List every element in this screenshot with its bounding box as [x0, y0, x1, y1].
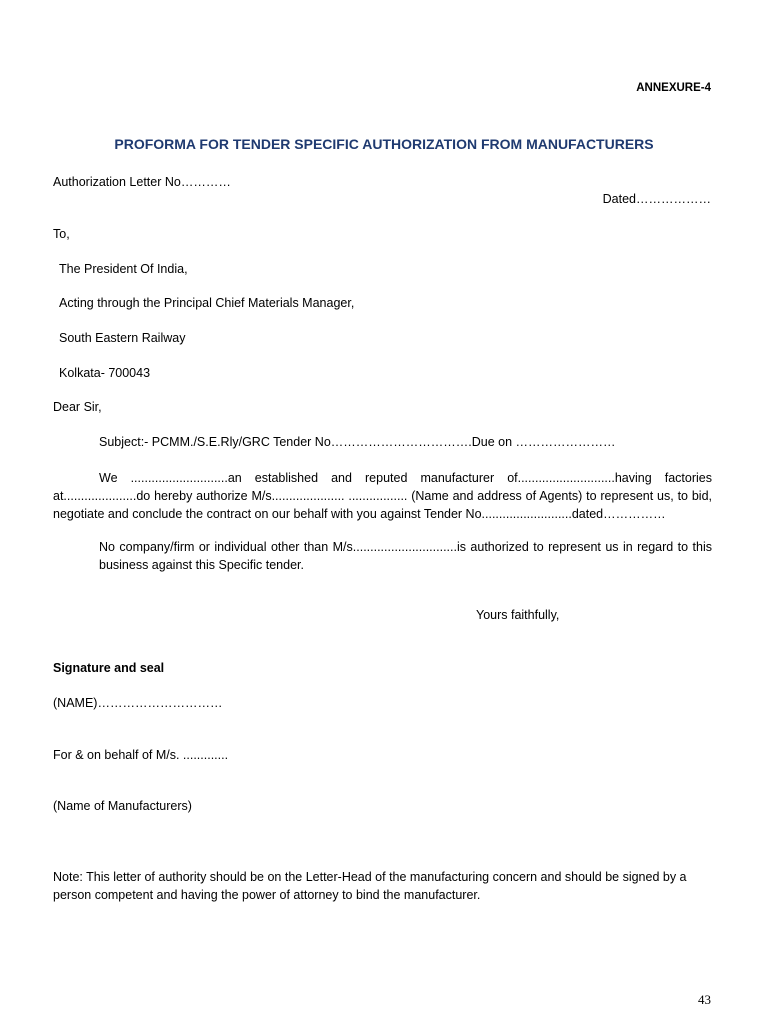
body-paragraph-1: We ............................an established and reputed manufacturer of............................having factories at.....................do hereby authorize M/s..................... ................. (Name and address of Agents) to represent us, to bid, negotiate and conclude the contract on our behalf with you against Tender No..........................dated……………	[53, 471, 712, 521]
annexure-label: ANNEXURE-4	[636, 82, 711, 94]
page-title: PROFORMA FOR TENDER SPECIFIC AUTHORIZATION FROM MANUFACTURERS	[114, 136, 654, 152]
name-line: (NAME)…………………………	[53, 696, 223, 710]
signature-label: Signature and seal	[53, 661, 165, 675]
salutation: Dear Sir,	[53, 400, 102, 414]
to-line: To,	[53, 227, 70, 241]
behalf-line: For & on behalf of M/s. .............	[53, 748, 229, 762]
manufacturer-name-line: (Name of Manufacturers)	[53, 799, 192, 813]
address-line-3: South Eastern Railway	[59, 331, 186, 345]
authorization-letter-no: Authorization Letter No…………	[53, 175, 231, 189]
subject-line: Subject:- PCMM./S.E.Rly/GRC Tender No…………………………….Due on ……………………	[99, 435, 616, 449]
page-number: 43	[698, 992, 711, 1007]
address-line-2: Acting through the Principal Chief Materials Manager,	[59, 296, 355, 310]
note-paragraph: Note: This letter of authority should be on the Letter-Head of the manufacturing concern and should be signed by a person competent and having the power of attorney to bind the manufacturer.	[53, 870, 687, 902]
address-line-4: Kolkata- 700043	[59, 366, 151, 380]
address-line-1: The President Of India,	[59, 262, 188, 276]
body-paragraph-2: No company/firm or individual other than M/s..............................is authorized to represent us in regard to this business against this Specific tender.	[99, 540, 712, 572]
closing: Yours faithfully,	[476, 608, 560, 622]
dated-line: Dated………………	[602, 192, 711, 206]
